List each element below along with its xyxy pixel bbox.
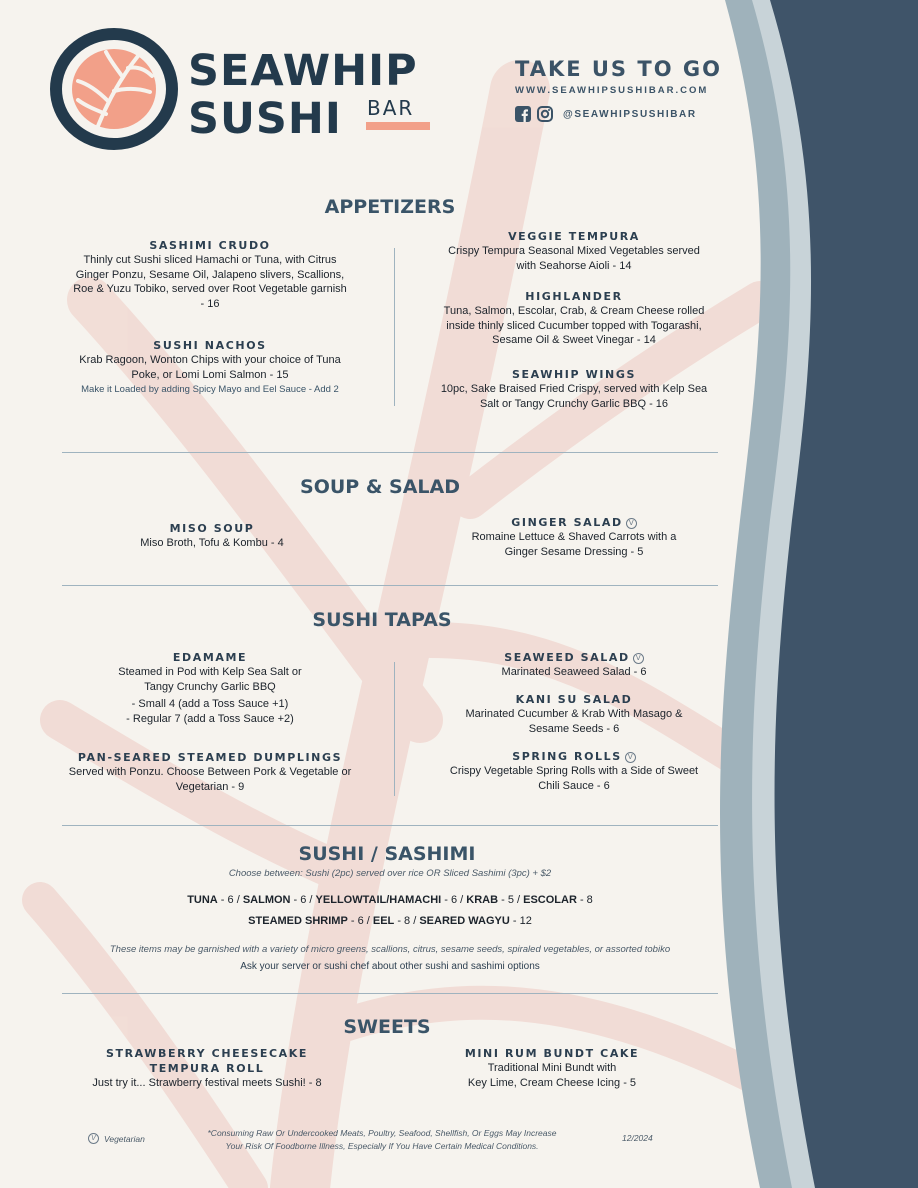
item-name: EDAMAME [172, 651, 248, 664]
item-name-text: SEAWEED SALAD [504, 651, 630, 664]
sushi-item-price: - 8 [576, 894, 593, 906]
sushi-item-price: - 6 / [290, 894, 316, 906]
menu-item [62, 650, 358, 726]
take-us-to-go-title: TAKE US TO GO [515, 57, 722, 81]
menu-item [62, 1046, 352, 1091]
item-desc: Served with Ponzu. Choose Between Pork & Vegetable or Vegetarian - 9 [68, 766, 352, 793]
social-handle[interactable]: @SEAWHIPSUSHIBAR [563, 108, 697, 120]
section-title-appetizers: APPETIZERS [324, 196, 456, 218]
item-name [430, 650, 718, 665]
item-size-option: - Regular 7 (add a Toss Sauce +2) [126, 712, 294, 725]
health-warning-line: Your Risk Of Foodborne Illness, Especially If You Have Certain Medical Conditions. [225, 1141, 539, 1151]
item-desc: Key Lime, Cream Cheese Icing - 5 [467, 1076, 637, 1089]
menu-date: 12/2024 [622, 1133, 653, 1143]
brand-name-line2: SUSHI [188, 94, 342, 144]
section-title-soup-salad: SOUP & SALAD [300, 476, 460, 498]
item-name: PAN-SEARED STEAMED DUMPLINGS [77, 751, 343, 764]
garnish-note: These items may be garnished with a variety of micro greens, scallions, citrus, sesame seeds, spiraled vegetables, or assorted tobiko [109, 944, 671, 955]
item-desc: Crispy Tempura Seasonal Mixed Vegetables served with Seahorse Aioli - 14 [448, 245, 700, 272]
menu-item [430, 650, 718, 680]
instagram-icon[interactable] [537, 106, 553, 122]
section-title-sushi-tapas: SUSHI TAPAS [312, 609, 452, 631]
item-desc: Tuna, Salmon, Escolar, Crab, & Cream Cheese rolled inside thinly sliced Cucumber topped with Togarashi, Sesame Oil & Sweet Vinegar - 14 [443, 305, 705, 346]
sushi-item-name: SEARED WAGYU [419, 915, 510, 927]
item-name: VEGGIE TEMPURA [508, 230, 640, 243]
sushi-item-price: - 6 / [217, 894, 243, 906]
menu-item [430, 289, 718, 348]
item-desc: Krab Ragoon, Wonton Chips with your choice of Tuna Poke, or Lomi Lomi Salmon - 15 [79, 354, 341, 381]
brand-bar-underline [366, 122, 430, 130]
item-name-text: GINGER SALAD [511, 516, 623, 529]
sushi-item-name: SALMON [242, 894, 291, 906]
menu-item [62, 338, 358, 397]
menu-item [430, 692, 718, 736]
brand-bar-label: BAR [367, 96, 415, 120]
sushi-item-name: YELLOWTAIL/HAMACHI [315, 894, 442, 906]
sushi-item-price: - 8 / [394, 915, 420, 927]
facebook-icon[interactable] [515, 106, 531, 122]
ask-server-note: Ask your server or sushi chef about other sushi and sashimi options [240, 961, 540, 972]
health-warning-line: *Consuming Raw Or Undercooked Meats, Poultry, Seafood, Shellfish, Or Eggs May Increase [207, 1128, 557, 1138]
vegetarian-label: Vegetarian [104, 1133, 145, 1144]
vegetarian-icon: V [626, 518, 637, 529]
menu-item [430, 515, 718, 559]
menu-item [62, 238, 358, 311]
item-desc: Crispy Vegetable Spring Rolls with a Side of Sweet Chili Sauce - 6 [449, 765, 699, 792]
item-desc: Thinly cut Sushi sliced Hamachi or Tuna, with Citrus Ginger Ponzu, Sesame Oil, Jalapeno slivers, Scallions, Roe & Yuzu Tobiko, served over Root Vegetable garnish - 16 [73, 254, 347, 310]
menu-item [62, 750, 358, 794]
column-divider [394, 662, 395, 796]
sushi-choice-note: Choose between: Sushi (2pc) served over rice OR Sliced Sashimi (3pc) + $2 [228, 868, 552, 879]
brand-name-line1: SEAWHIP [188, 46, 418, 96]
item-size-option: - Small 4 (add a Toss Sauce +1) [131, 698, 289, 710]
sushi-item-name: KRAB [466, 894, 499, 906]
item-name: STRAWBERRY CHEESECAKE [105, 1047, 309, 1060]
item-name [430, 515, 718, 530]
menu-item [430, 749, 718, 793]
section-title-sweets: SWEETS [343, 1016, 431, 1038]
item-desc: Just try it... Strawberry festival meets Sushi! - 8 [92, 1077, 322, 1089]
section-divider [62, 585, 718, 586]
section-title-sushi-sashimi: SUSHI / SASHIMI [298, 843, 476, 865]
item-desc: 10pc, Sake Braised Fried Crispy, served with Kelp Sea Salt or Tangy Crunchy Garlic BBQ - 16 [440, 383, 708, 410]
item-desc: Marinated Seaweed Salad - 6 [501, 666, 647, 678]
item-name: HIGHLANDER [525, 290, 623, 303]
sushi-item-name: TUNA [187, 894, 218, 906]
item-desc: Miso Broth, Tofu & Kombu - 4 [140, 537, 284, 549]
sushi-price-row-1 [62, 894, 718, 906]
menu-item [62, 521, 362, 551]
section-divider [62, 993, 718, 994]
sushi-price-row-2 [62, 915, 718, 927]
sushi-item-name: EEL [372, 915, 395, 927]
website-link[interactable]: WWW.SEAWHIPSUSHIBAR.COM [515, 85, 709, 96]
vegetarian-legend [88, 1133, 145, 1144]
item-desc: Traditional Mini Bundt with [487, 1062, 617, 1074]
vegetarian-icon: V [633, 653, 644, 664]
item-name: MINI RUM BUNDT CAKE [464, 1047, 640, 1060]
item-name: SASHIMI CRUDO [149, 239, 271, 252]
sushi-item-name: STEAMED SHRIMP [248, 915, 348, 927]
column-divider [394, 248, 395, 406]
item-name [430, 749, 718, 764]
vegetarian-icon: V [625, 752, 636, 763]
section-divider [62, 452, 718, 453]
item-name-text: SPRING ROLLS [512, 750, 622, 763]
logo-icon [48, 26, 180, 152]
vegetarian-icon: V [88, 1133, 99, 1144]
social-row [515, 106, 697, 122]
section-divider [62, 825, 718, 826]
item-name: TEMPURA ROLL [149, 1062, 265, 1075]
sushi-item-price: - 6 / [347, 915, 373, 927]
health-warning [200, 1127, 564, 1153]
menu-item [430, 367, 718, 411]
item-name: SUSHI NACHOS [153, 339, 267, 352]
sushi-item-price: - 12 [509, 915, 532, 927]
sushi-item-price: - 6 / [441, 894, 467, 906]
item-desc: Romaine Lettuce & Shaved Carrots with a Ginger Sesame Dressing - 5 [471, 531, 677, 558]
item-addon-note: Make it Loaded by adding Spicy Mayo and Eel Sauce - Add 2 [81, 384, 339, 395]
item-desc: Marinated Cucumber & Krab With Masago & Sesame Seeds - 6 [465, 708, 683, 735]
sushi-item-price: - 5 / [498, 894, 524, 906]
item-name: KANI SU SALAD [515, 693, 633, 706]
item-name: SEAWHIP WINGS [512, 368, 636, 381]
item-desc: Steamed in Pod with Kelp Sea Salt or Tangy Crunchy Garlic BBQ [118, 666, 302, 693]
item-name: MISO SOUP [169, 522, 255, 535]
menu-item [430, 229, 718, 273]
menu-item [408, 1046, 696, 1090]
sushi-item-name: ESCOLAR [523, 894, 577, 906]
